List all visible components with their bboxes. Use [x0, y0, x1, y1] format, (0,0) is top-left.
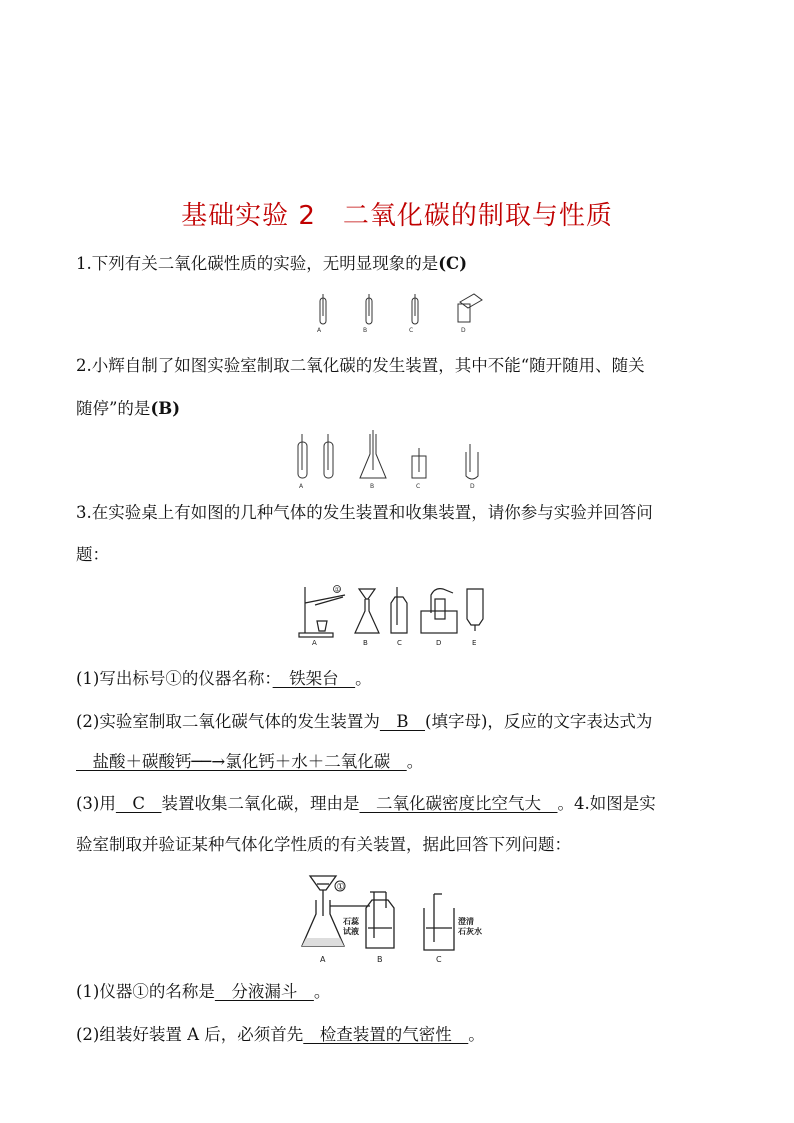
q3-sub2-equation: 盐酸＋碳酸钙──→氯化钙＋水＋二氧化碳	[76, 752, 407, 771]
figure-q1-label-b: B	[363, 327, 368, 332]
question-4-sub-1	[76, 981, 330, 1003]
figure-q4	[298, 872, 498, 964]
figure-q2-label-c: C	[416, 483, 421, 490]
question-1-text: 1.下列有关二氧化碳性质的实验，无明显现象的是	[76, 254, 439, 273]
figure-q2-label-a: A	[299, 483, 304, 490]
figure-q4-marker: ①	[336, 882, 345, 893]
question-3-line-1: 3.在实验桌上有如图的几种气体的发生装置和收集装置，请你参与实验并回答问	[76, 503, 653, 522]
question-1	[76, 253, 467, 275]
figure-q4-reagent-c-2: 石灰水	[458, 927, 482, 936]
question-2-line-2	[76, 398, 180, 420]
question-4-line-1: 4.如图是实	[574, 794, 656, 813]
q4-sub1-suffix: 。	[313, 982, 331, 1001]
question-2-line-1: 2.小辉自制了如图实验室制取二氧化碳的发生装置，其中不能“随开随用、随关	[76, 356, 645, 375]
question-4-sub-2	[76, 1024, 485, 1046]
q3-sub2-suffix: (填字母)，反应的文字表达式为	[425, 712, 653, 731]
figure-q4-label-b: B	[377, 955, 383, 964]
figure-q3-label-b: B	[363, 639, 368, 647]
q3-sub1-answer: 铁架台	[272, 669, 356, 688]
q3-sub2-answer: B	[379, 712, 426, 731]
figure-q3-label-e: E	[472, 639, 477, 647]
figure-q2-label-d: D	[470, 483, 475, 490]
question-3-sub-2-equation	[76, 751, 423, 773]
figure-q3	[295, 585, 505, 647]
q4-sub2-prefix: (2)组装好装置 A 后，必须首先	[76, 1025, 304, 1044]
question-3-sub-3	[76, 793, 656, 815]
question-4-line-2: 验室制取并验证某种气体化学性质的有关装置，据此回答下列问题：	[76, 835, 571, 854]
figure-q4-label-a: A	[320, 955, 326, 964]
figure-q3-label-c: C	[397, 639, 402, 647]
figure-q2-label-b: B	[370, 483, 375, 490]
figure-q4-reagent-c-1: 澄清	[458, 917, 474, 926]
figure-q3-marker: ①	[334, 586, 340, 594]
question-3-sub-2	[76, 711, 652, 733]
q3-sub3-reason: 二氧化碳密度比空气大	[359, 794, 558, 813]
figure-q3-label-d: D	[436, 639, 442, 647]
q3-sub1-suffix: 。	[355, 669, 372, 688]
question-2-text: 随停”的是	[76, 399, 151, 418]
question-1-answer: (C)	[438, 254, 467, 273]
figure-q3-label-a: A	[312, 639, 317, 647]
q4-sub1-prefix: (1)仪器①的名称是	[76, 982, 215, 1001]
figure-q4-reagent-b-2: 试液	[343, 927, 359, 936]
page-title: 基础实验 2 二氧化碳的制取与性质	[181, 201, 613, 231]
q3-sub2-prefix: (2)实验室制取二氧化碳气体的发生装置为	[76, 712, 380, 731]
figure-q4-label-c: C	[436, 955, 442, 964]
q4-sub2-answer: 检查装置的气密性	[303, 1025, 469, 1044]
figure-q1-label-d: D	[461, 327, 466, 332]
question-3-sub-1	[76, 668, 372, 690]
question-2-answer: (B)	[150, 399, 180, 418]
question-3-line-2: 题：	[76, 545, 109, 564]
q3-sub1-prefix: (1)写出标号①的仪器名称：	[76, 669, 273, 688]
q3-sub3-end: 。	[557, 794, 574, 813]
q3-sub3-mid: 装置收集二氧化碳，理由是	[161, 794, 360, 813]
q3-sub3-prefix: (3)用	[76, 794, 116, 813]
figure-q2	[290, 430, 510, 490]
q3-sub2-end: 。	[406, 752, 424, 771]
q4-sub1-answer: 分液漏斗	[214, 982, 314, 1001]
q3-sub3-answer: C	[115, 794, 162, 813]
q4-sub2-suffix: 。	[468, 1025, 485, 1044]
figure-q4-reagent-b-1: 石蕊	[343, 917, 359, 926]
figure-q1	[300, 292, 500, 332]
figure-q1-label-a: A	[317, 327, 322, 332]
figure-q1-label-c: C	[409, 327, 414, 332]
